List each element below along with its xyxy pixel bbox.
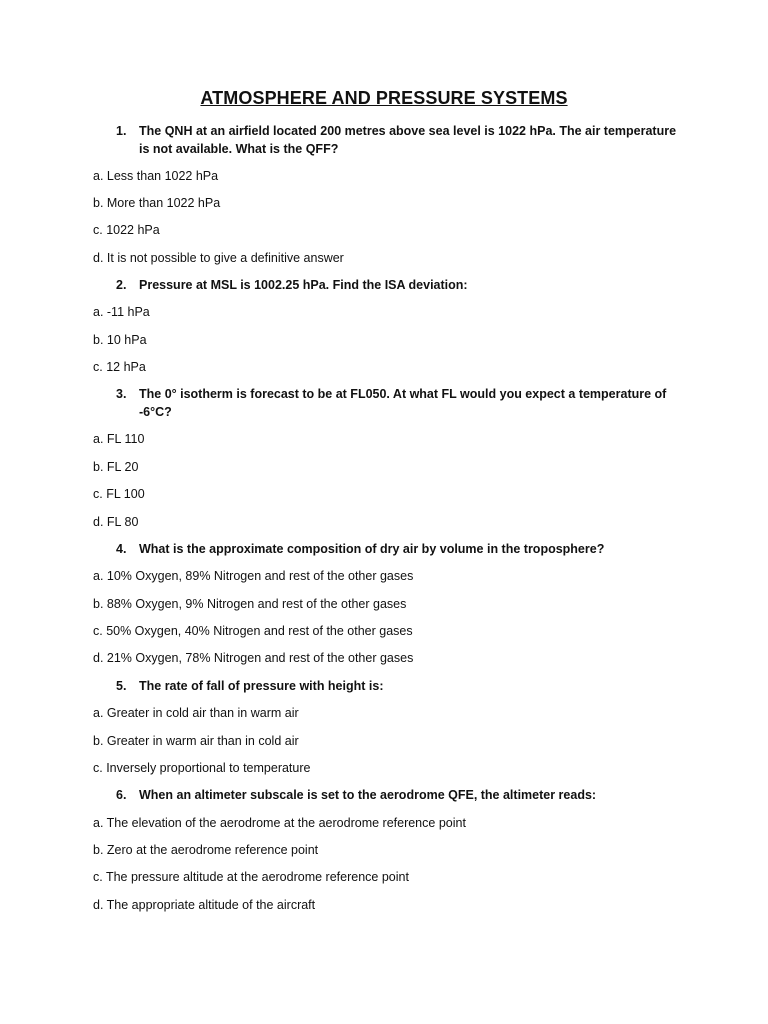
question-number: 6. (116, 788, 127, 802)
option-1d: d. It is not possible to give a definitive answer (93, 251, 344, 265)
question-text: The 0° isotherm is forecast to be at FL050. At what FL would you expect a temperature of -6°C? (139, 387, 667, 419)
option-2c: c. 12 hPa (93, 360, 146, 374)
question-5 (116, 677, 682, 695)
option-3d: d. FL 80 (93, 515, 139, 529)
option-4c: c. 50% Oxygen, 40% Nitrogen and rest of the other gases (93, 624, 413, 638)
option-4b: b. 88% Oxygen, 9% Nitrogen and rest of the other gases (93, 597, 407, 611)
option-2a: a. -11 hPa (93, 305, 150, 319)
question-number: 2. (116, 278, 127, 292)
option-5a: a. Greater in cold air than in warm air (93, 706, 299, 720)
question-text: The rate of fall of pressure with height is: (139, 679, 384, 693)
option-6b: b. Zero at the aerodrome reference point (93, 843, 319, 857)
question-number: 4. (116, 542, 127, 556)
question-text: What is the approximate composition of dry air by volume in the troposphere? (139, 542, 605, 556)
question-4 (116, 540, 682, 558)
question-6 (116, 786, 682, 804)
question-number: 1. (116, 124, 127, 138)
option-1c: c. 1022 hPa (93, 223, 160, 237)
question-2 (116, 276, 682, 294)
option-5c: c. Inversely proportional to temperature (93, 761, 311, 775)
question-text: Pressure at MSL is 1002.25 hPa. Find the ISA deviation: (139, 278, 468, 292)
option-4d: d. 21% Oxygen, 78% Nitrogen and rest of the other gases (93, 651, 414, 665)
question-1 (116, 122, 682, 158)
option-1b: b. More than 1022 hPa (93, 196, 221, 210)
option-4a: a. 10% Oxygen, 89% Nitrogen and rest of the other gases (93, 569, 414, 583)
question-number: 5. (116, 679, 127, 693)
option-6c: c. The pressure altitude at the aerodrome reference point (93, 870, 409, 884)
question-3 (116, 385, 682, 421)
question-number: 3. (116, 387, 127, 401)
question-text: The QNH at an airfield located 200 metres above sea level is 1022 hPa. The air temperature is not available. What is the QFF? (139, 124, 677, 156)
option-3c: c. FL 100 (93, 487, 145, 501)
question-text: When an altimeter subscale is set to the aerodrome QFE, the altimeter reads: (139, 788, 597, 802)
option-3b: b. FL 20 (93, 460, 139, 474)
option-2b: b. 10 hPa (93, 333, 147, 347)
page-title: ATMOSPHERE AND PRESSURE SYSTEMS (200, 88, 568, 108)
option-6d: d. The appropriate altitude of the aircraft (93, 898, 316, 912)
option-6a: a. The elevation of the aerodrome at the aerodrome reference point (93, 816, 466, 830)
option-1a: a. Less than 1022 hPa (93, 169, 219, 183)
option-3a: a. FL 110 (93, 432, 145, 446)
option-5b: b. Greater in warm air than in cold air (93, 734, 299, 748)
